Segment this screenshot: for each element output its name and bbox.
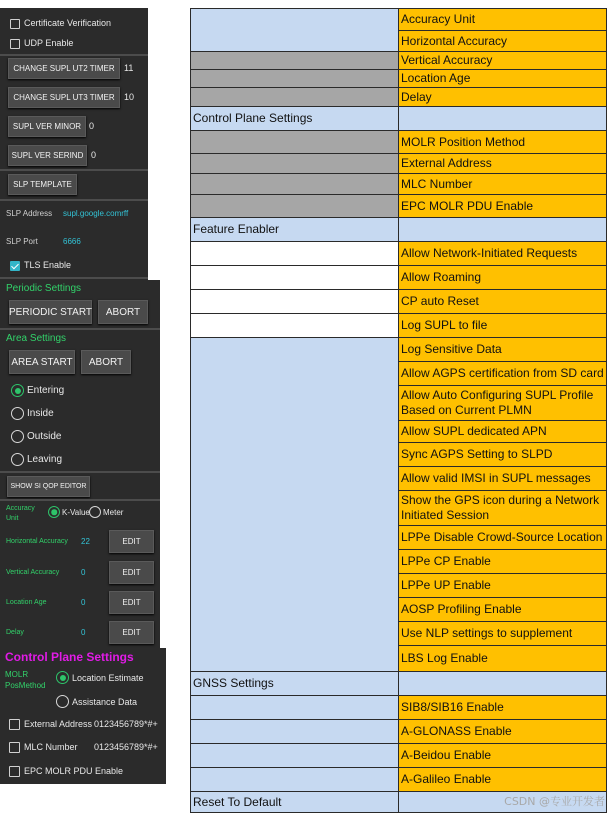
- table-cell-lppe-up: LPPe UP Enable: [398, 573, 607, 598]
- periodic-abort-button[interactable]: ABORT: [98, 300, 148, 324]
- vertical-edit-button[interactable]: EDIT: [109, 561, 154, 584]
- table-cell-left: [190, 69, 399, 88]
- epc-molr-label: EPC MOLR PDU Enable: [24, 766, 124, 776]
- outside-radio[interactable]: [11, 430, 24, 443]
- table-cell-sync-agps: Sync AGPS Setting to SLPD: [398, 442, 607, 467]
- area-start-button[interactable]: AREA START: [9, 350, 75, 374]
- ver-minor-value: 0: [89, 121, 95, 131]
- table-cell-log-sensitive: Log Sensitive Data: [398, 337, 607, 362]
- table-cell-left: [190, 8, 399, 52]
- molr-label-line1: MOLR: [5, 670, 29, 679]
- divider: [0, 169, 148, 171]
- table-cell-accuracy-unit: Accuracy Unit: [398, 8, 607, 31]
- table-cell-allow-roaming: Allow Roaming: [398, 265, 607, 290]
- area-settings-title: Area Settings: [6, 333, 67, 344]
- show-qop-editor-button[interactable]: SHOW SI QOP EDITOR: [7, 476, 90, 497]
- change-ut3-button[interactable]: CHANGE SUPL UT3 TIMER: [8, 87, 120, 108]
- molr-label-line2: PosMethod: [5, 681, 46, 690]
- table-cell-vertical-accuracy: Vertical Accuracy: [398, 51, 607, 70]
- slp-address-value[interactable]: supl.google.comrff: [63, 209, 129, 218]
- table-cell-supl-apn: Allow SUPL dedicated APN: [398, 420, 607, 443]
- epc-molr-checkbox[interactable]: [9, 766, 20, 777]
- table-cell-right: [398, 106, 607, 131]
- table-cell-left: [190, 337, 399, 672]
- periodic-start-button[interactable]: PERIODIC START: [9, 300, 92, 324]
- entering-radio[interactable]: [11, 384, 24, 397]
- leaving-radio[interactable]: [11, 453, 24, 466]
- table-cell-left: [190, 51, 399, 70]
- table-cell-aglonass: A-GLONASS Enable: [398, 719, 607, 744]
- table-cell-aosp-profiling: AOSP Profiling Enable: [398, 597, 607, 622]
- meter-radio[interactable]: [89, 506, 101, 518]
- control-plane-title: Control Plane Settings: [5, 650, 134, 664]
- assistance-data-label: Assistance Data: [72, 697, 138, 707]
- slp-address-label: SLP Address: [6, 209, 53, 218]
- table-cell-right: [398, 217, 607, 242]
- table-cell-left: [190, 767, 399, 792]
- entering-label: Entering: [27, 385, 65, 396]
- table-cell-left: [190, 719, 399, 744]
- table-cell-left: [190, 695, 399, 720]
- horizontal-accuracy-label: Horizontal Accuracy: [6, 538, 68, 545]
- table-cell-cp-auto-reset: CP auto Reset: [398, 289, 607, 314]
- tls-enable-checkbox[interactable]: [10, 261, 20, 271]
- meter-label: Meter: [103, 508, 124, 517]
- table-cell-section-gnss: GNSS Settings: [190, 671, 399, 696]
- table-cell-auto-config-supl: Allow Auto Configuring SUPL Profile Based on Current PLMN: [398, 385, 607, 421]
- table-cell-left: [190, 87, 399, 107]
- delay-label: Delay: [6, 629, 24, 636]
- table-cell-molr-position-method: MOLR Position Method: [398, 130, 607, 154]
- table-cell-mlc-number: MLC Number: [398, 173, 607, 195]
- location-age-edit-button[interactable]: EDIT: [109, 591, 154, 614]
- table-cell-agps-cert: Allow AGPS certification from SD card: [398, 361, 607, 386]
- table-cell-nlp-settings: Use NLP settings to supplement: [398, 621, 607, 646]
- slp-template-button[interactable]: SLP TEMPLATE: [8, 174, 77, 195]
- table-cell-lbs-log: LBS Log Enable: [398, 645, 607, 672]
- table-cell-valid-imsi: Allow valid IMSI in SUPL messages: [398, 466, 607, 491]
- vertical-accuracy-value: 0: [81, 568, 86, 577]
- area-abort-button[interactable]: ABORT: [81, 350, 131, 374]
- slp-port-label: SLP Port: [6, 237, 38, 246]
- location-age-label: Location Age: [6, 599, 47, 606]
- delay-edit-button[interactable]: EDIT: [109, 621, 154, 644]
- divider: [0, 499, 160, 501]
- accuracy-unit-label-line1: Accuracy: [6, 505, 35, 512]
- table-cell-left: [190, 313, 399, 338]
- location-age-value: 0: [81, 598, 86, 607]
- table-cell-sib8: SIB8/SIB16 Enable: [398, 695, 607, 720]
- ut3-value: 10: [124, 92, 135, 102]
- table-cell-location-age: Location Age: [398, 69, 607, 88]
- horizontal-edit-button[interactable]: EDIT: [109, 530, 154, 553]
- table-cell-right: [398, 671, 607, 696]
- udp-enable-row[interactable]: [10, 38, 130, 52]
- periodic-settings-title: Periodic Settings: [6, 283, 82, 294]
- table-cell-lppe-crowd: LPPe Disable Crowd-Source Location: [398, 525, 607, 550]
- table-cell-abeidou: A-Beidou Enable: [398, 743, 607, 768]
- ver-serind-value: 0: [91, 150, 97, 160]
- leaving-label: Leaving: [27, 454, 63, 465]
- settings-panel-control-plane: [0, 648, 166, 784]
- location-estimate-label: Location Estimate: [72, 673, 144, 683]
- table-cell-epc-molr: EPC MOLR PDU Enable: [398, 194, 607, 218]
- external-address-label: External Address: [24, 719, 93, 729]
- accuracy-unit-label-line2: Unit: [6, 515, 19, 522]
- table-cell-left: [190, 153, 399, 174]
- slp-port-value[interactable]: 6666: [63, 237, 81, 246]
- table-cell-left: [190, 743, 399, 768]
- divider: [0, 277, 148, 279]
- udp-enable-label: UDP Enable: [24, 38, 74, 48]
- location-estimate-radio[interactable]: [56, 671, 69, 684]
- divider: [0, 54, 148, 56]
- change-ut2-button[interactable]: CHANGE SUPL UT2 TIMER: [8, 58, 120, 79]
- divider: [0, 471, 160, 473]
- table-cell-external-address: External Address: [398, 153, 607, 174]
- mlc-number-label: MLC Number: [24, 742, 78, 752]
- table-cell-section-feature-enabler: Feature Enabler: [190, 217, 399, 242]
- table-cell-left: [190, 130, 399, 154]
- delay-value: 0: [81, 628, 86, 637]
- inside-label: Inside: [27, 408, 54, 419]
- table-cell-delay: Delay: [398, 87, 607, 107]
- udp-enable-checkbox[interactable]: [10, 39, 20, 49]
- inside-radio[interactable]: [11, 407, 24, 420]
- table-cell-left: [190, 173, 399, 195]
- table-cell-lppe-cp: LPPe CP Enable: [398, 549, 607, 574]
- table-cell-left: [190, 194, 399, 218]
- cert-verification-row[interactable]: [10, 18, 146, 32]
- settings-table: [190, 8, 607, 811]
- vertical-accuracy-label: Vertical Accuracy: [6, 569, 60, 576]
- kvalue-label: K-Value: [62, 508, 90, 517]
- divider: [0, 199, 148, 201]
- supl-ver-minor-button[interactable]: SUPL VER MINOR: [8, 116, 86, 137]
- cert-verification-checkbox[interactable]: [10, 19, 20, 29]
- supl-ver-serind-button[interactable]: SUPL VER SERIND: [8, 145, 87, 166]
- table-cell-reset-default: Reset To Default: [190, 791, 399, 813]
- horizontal-accuracy-value: 22: [81, 537, 90, 546]
- tls-enable-label: TLS Enable: [24, 260, 72, 270]
- table-cell-horizontal-accuracy: Horizontal Accuracy: [398, 30, 607, 52]
- table-cell-allow-ni: Allow Network-Initiated Requests: [398, 241, 607, 266]
- table-cell-left: [190, 289, 399, 314]
- divider: [0, 328, 160, 330]
- ut2-value: 11: [124, 63, 134, 73]
- outside-label: Outside: [27, 431, 62, 442]
- table-cell-agalileo: A-Galileo Enable: [398, 767, 607, 792]
- watermark: CSDN @专业开发者: [504, 795, 605, 808]
- table-cell-section-control-plane: Control Plane Settings: [190, 106, 399, 131]
- mlc-number-value[interactable]: 0123456789*#+: [94, 742, 158, 752]
- mlc-number-checkbox[interactable]: [9, 742, 20, 753]
- table-cell-left: [190, 265, 399, 290]
- table-cell-gps-icon: Show the GPS icon during a Network Initiated Session: [398, 490, 607, 526]
- tls-enable-row[interactable]: [10, 260, 110, 274]
- assistance-data-radio[interactable]: [56, 695, 69, 708]
- kvalue-radio[interactable]: [48, 506, 60, 518]
- external-address-value[interactable]: 0123456789*#+: [94, 719, 158, 729]
- external-address-checkbox[interactable]: [9, 719, 20, 730]
- table-cell-left: [190, 241, 399, 266]
- cert-verification-label: Certificate Verification: [24, 18, 112, 28]
- table-cell-log-supl: Log SUPL to file: [398, 313, 607, 338]
